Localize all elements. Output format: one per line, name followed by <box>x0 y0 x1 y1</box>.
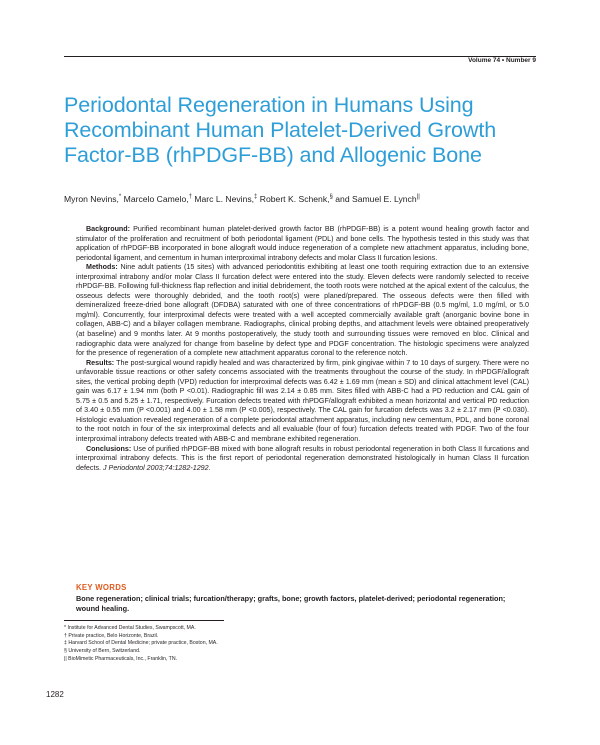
keywords-heading: KEY WORDS <box>76 583 127 592</box>
abstract-results <box>76 359 529 445</box>
footnote: † Private practice, Belo Horizonte, Brazil. <box>64 632 159 639</box>
section-text: Purified recombinant human platelet-derived growth factor BB (rhPDGF-BB) is a potent wound healing growth factor and stimulator of the proliferation and recruitment of both periodontal ligament (PDL) and bone cells. The hypothesis tested in this study was that application of rhPDGF-BB incorporated in bone allograft would induce regeneration of a complete new attachment apparatus, including bone, periodontal ligament, and cementum in human interproximal intrabony defects and molar Class II furcation lesions. <box>76 225 530 262</box>
footnote: * Institute for Advanced Dental Studies, Swampscott, MA. <box>64 625 196 631</box>
footnote: || BioMimetic Pharmaceuticals, Inc., Franklin, TN. <box>64 655 178 662</box>
section-label: Conclusions: <box>86 444 132 453</box>
header-rule <box>64 56 536 57</box>
author-affiliation-mark: * <box>118 194 122 201</box>
abstract-conclusions <box>76 445 529 474</box>
author-affiliation-mark: ‡ <box>254 194 258 201</box>
section-label: Methods: <box>86 263 118 272</box>
footnote-rule <box>64 620 224 621</box>
author-name: Robert K. Schenk, <box>259 194 330 204</box>
section-label: Background: <box>86 225 131 233</box>
author-name: and Samuel E. Lynch <box>335 194 417 204</box>
section-label: Results: <box>86 358 115 367</box>
footnote: § University of Bern, Switzerland. <box>64 648 141 655</box>
citation: J Periodontol 2003;74:1282-1292. <box>103 463 211 472</box>
author-name: Myron Nevins, <box>64 194 119 204</box>
author-affiliation-mark: || <box>416 194 420 201</box>
volume-number: Volume 74 • Number 9 <box>468 57 536 64</box>
section-text: Nine adult patients (15 sites) with advanced periodontitis exhibiting at least one tooth requiring extraction due to an extensive interproximal intrabony and/or molar Class II furcation defect were entered into the study. Eleven defects were randomly selected to receive rhPDGF-BB. Following full-thickness flap reflection and initial debridement, the tooth roots were notched at the apical extent of the calculus, the osseous defects were thoroughly debrided, and the tooth root(s) were planed/prepared. The osseous defects were then filled with demineralized freeze-dried bone allograft (DFDBA) saturated with one of three concentrations of rhPDGF-BB (0.5 mg/ml, 1.0 mg/ml, or 5.0 mg/ml). Concurrently, four interproximal defects were treated with a well accepted commercially available graft (anorganic bovine bone in collagen, ABB-C) and a bilayer collagen membrane. Radiographs, clinical probing depths, and attachment levels were obtained preoperatively (at baseline) and 9 months later. At 9 months postoperatively, the study tooth and surrounding tissues were removed en bloc. Clinical and radiographic data were analyzed for change from baseline by defect type and PDGF concentration. The histologic specimens were analyzed for the presence of regeneration of a complete new attachment apparatus coronal to the reference notch. <box>76 263 529 358</box>
section-text: Use of purified rhPDGF-BB mixed with bone allograft results in robust periodontal regeneration in both Class II furcations and interproximal intrabony defects. This is the first report of periodontal regeneration demonstrated histologically in human Class II furcation defects. <box>76 444 530 472</box>
page-number: 1282 <box>46 690 64 699</box>
section-text: The post-surgical wound rapidly healed and was characterized by firm, pink gingivae within 7 to 10 days of surgery. There were no unfavorable tissue reactions or other safety concerns associated with the treatments throughout the course of the study. In rhPDGF/allograft sites, the vertical probing depth (VPD) reduction for interproximal defects was 6.42 ± 1.69 mm (mean ± SD) and clinical attachment level (CAL) gain was 6.17 ± 1.94 mm (both P <0.01). Radiographic fill was 2.14 ± 0.85 mm. Sites filled with ABB-C had a PD reduction and CAL gain of 5.75 ± 0.5 and 5.25 ± 1.71, respectively. Furcation defects treated with rhPDGF/allograft exhibited a mean horizontal and vertical PD reduction of 3.40 ± 0.55 mm (P <0.001) and 4.00 ± 1.58 mm (P <0.005), respectively. The CAL gain for furcation defects was 3.2 ± 2.17 mm (P <0.030). Histologic evaluation revealed regeneration of a complete periodontal attachment apparatus, including new cementum, PDL, and bone coronal to the root notch in four of the six interproximal defects and all evaluable (four of four) furcation defects treated with PDGF. Two of the four interproximal intrabony defects treated with ABB-C and membrane exhibited regeneration. <box>76 358 529 444</box>
footnotes <box>64 625 218 664</box>
keywords-text: Bone regeneration; clinical trials; furcation/therapy; grafts, bone; growth factors, platelet-derived; periodontal regeneration; wound healing. <box>76 594 506 613</box>
author-name: Marcelo Camelo, <box>123 194 189 204</box>
abstract-background <box>76 225 529 263</box>
author-list <box>64 194 544 204</box>
author-affiliation-mark: § <box>329 194 333 201</box>
footnote: ‡ Harvard School of Dental Medicine; private practice, Boston, MA. <box>64 640 218 647</box>
abstract-methods <box>76 263 529 358</box>
article-title: Periodontal Regeneration in Humans Using Recombinant Human Platelet-Derived Growth Factor-BB (rhPDGF-BB) and Allogenic Bone <box>64 93 497 167</box>
abstract <box>76 225 529 473</box>
author-name: Marc L. Nevins, <box>194 194 255 204</box>
author-affiliation-mark: † <box>188 194 192 201</box>
